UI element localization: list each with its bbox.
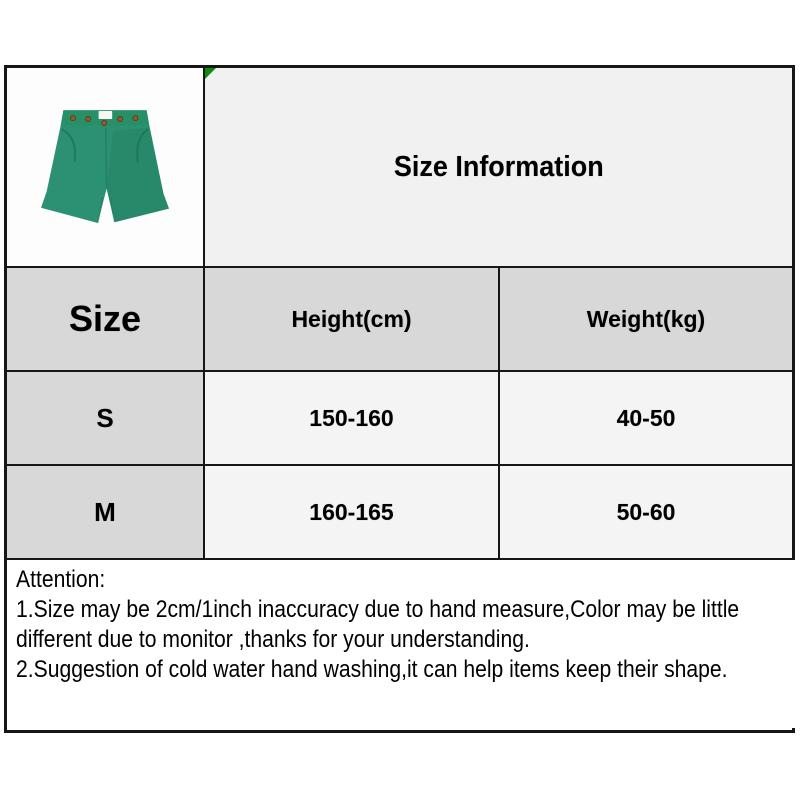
attention-notes: [7, 560, 800, 728]
table-row-m: [7, 466, 792, 560]
page-title: Size Information: [393, 150, 604, 183]
size-label-s: S: [7, 372, 205, 464]
table-row-s: [7, 372, 792, 466]
height-value-s: 150-160: [205, 372, 500, 464]
column-header-height: Height(cm): [205, 268, 500, 370]
size-chart-sheet: [4, 65, 795, 733]
column-header-weight: Weight(kg): [500, 268, 792, 370]
weight-value-s: 40-50: [500, 372, 792, 464]
attention-heading: Attention:: [16, 566, 106, 593]
attention-line-1: 1.Size may be 2cm/1inch inaccuracy due to hand measure,Color may be little: [16, 596, 740, 623]
attention-line-2: different due to monitor ,thanks for your understanding.: [16, 626, 530, 653]
size-label-m: M: [7, 466, 205, 558]
attention-line-3: 2.Suggestion of cold water hand washing,it can help items keep their shape.: [16, 656, 728, 683]
center-seam: [106, 128, 107, 188]
product-photo-cell: [7, 68, 205, 266]
cell-flag-icon: [205, 68, 216, 79]
waist-label: [99, 111, 113, 119]
size-info-title-cell: [205, 68, 792, 266]
height-value-m: 160-165: [205, 466, 500, 558]
weight-value-m: 50-60: [500, 466, 792, 558]
photo-title-row: [7, 68, 792, 268]
attention-section: [7, 560, 792, 728]
green-shorts-image: [23, 91, 187, 247]
table-header-row: [7, 268, 792, 372]
column-header-size: Size: [7, 268, 205, 370]
